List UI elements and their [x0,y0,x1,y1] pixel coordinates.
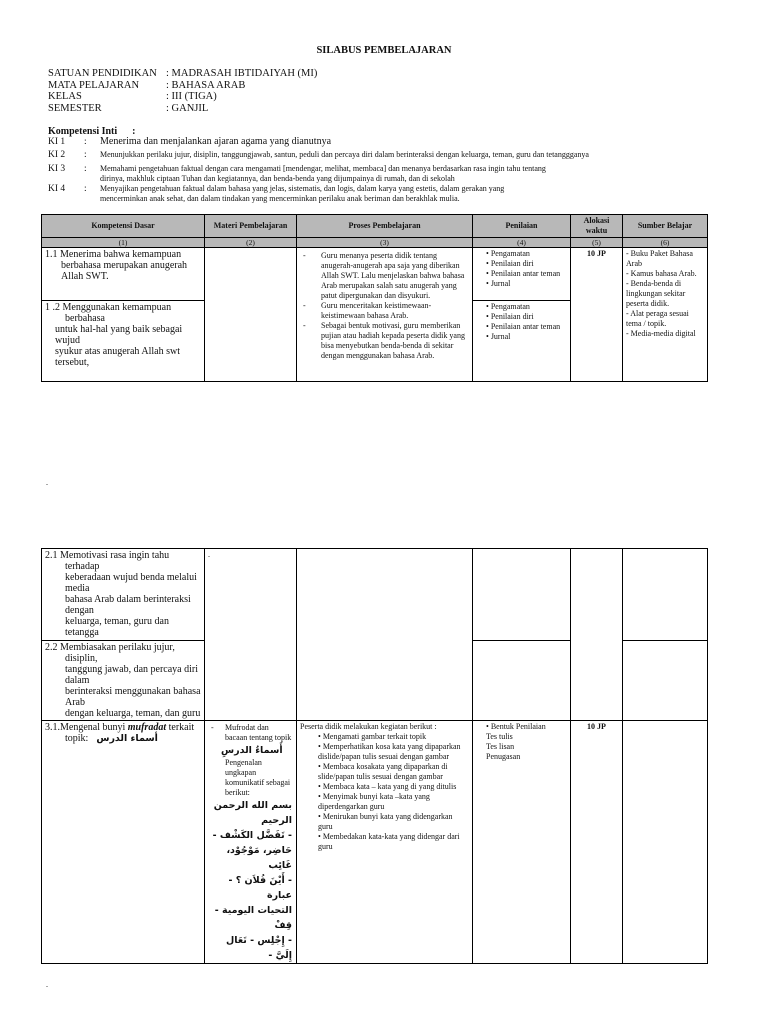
kd-line: untuk hal-hal yang baik sebagai [55,324,183,335]
proses-item: - Sebagai bentuk motivasi, guru memberikan pujian atau hadiah kepada peserta didik yang bisa menyebutkan benda-benda di sekitar dengan menggunakan bahasa Arab. [303,321,465,360]
kd-line: 1 .2 Menggunakan kemampuan [45,302,172,313]
ki-label: KI 2 [48,150,66,160]
ki-4 [48,184,688,206]
kd-line: media [65,583,90,594]
sumber-item: - Alat peraga sesuai tema / topik. [626,309,704,329]
ki-text: Memahami pengetahuan faktual dengan cara mengamati [mendengar, melihat, membaca] dan menanya berdasarkan rasa ingin tahu tentang [100,164,546,173]
ki-colon: : [84,184,87,194]
penilaian-item: • Penilaian diri [486,259,567,269]
sumber-item: - Kamus bahasa Arab. [626,269,704,279]
ki-label: KI 1 [48,137,66,147]
info-key: KELAS [48,91,82,102]
penilaian-item: Tes tulis [486,732,513,741]
proses-item: • Membedakan kata-kata yang didengar dari guru [318,832,469,852]
proses-item: • Menyimak bunyi kata –kata yang diperdengarkan guru [318,792,469,812]
kd-line: berbahasa merupakan anugerah [61,260,188,271]
arabic-line: - أَيْنَ فُلاَن ؟ - عبارة [228,875,292,901]
ki-colon: : [84,164,87,174]
document-title: SILABUS PEMBELAJARAN [316,45,452,56]
materi-item: - Mufrodat dan bacaan tentang topik [211,723,292,742]
kd-line: disiplin, [65,653,98,664]
penilaian-cell-a [473,248,571,301]
header-alokasi: Alokasi waktu [571,215,623,238]
ki-label: KI 4 [48,184,66,194]
ki-text: Menunjukkan perilaku jujur, disiplin, tanggungjawab, santun, peduli dan percaya diri dalam berinteraksi dengan keluarga, teman, guru dan tetanggganya [100,150,589,159]
sumber-item: - Benda-benda di lingkungan sekitar peserta didik. [626,279,704,309]
penilaian-cell-3-1 [473,721,571,964]
penilaian-cell-empty [473,641,571,721]
arabic-line: بسم الله الرحمن الرحيم [213,800,292,826]
proses-item: - Guru menceritakan keistimewaan-keistimewaan bahasa Arab. [303,301,432,320]
column-number: (2) [205,238,297,248]
kd-line: berinteraksi menggunakan bahasa [65,686,201,697]
ki-3 [48,164,688,186]
kd-line: berbahasa [65,313,105,324]
ki-colon: : [84,137,87,147]
info-key: SATUAN PENDIDIKAN [48,68,157,79]
header-penilaian: Penilaian [473,215,571,238]
info-row-semester [48,103,317,115]
kd-line: Allah SWT. [61,271,109,282]
proses-cell-empty [297,549,473,721]
column-number: (5) [571,238,623,248]
penilaian-item: • Jurnal [486,279,567,289]
arabic-line: التحيات اليومية - قِفْ [214,905,292,931]
kd-2-1-cell [42,549,205,641]
penilaian-item: • Pengamatan [486,249,567,259]
kd-1-2-cell [42,301,205,382]
info-row-kelas [48,91,317,103]
kd-line: 2.1 Memotivasi rasa ingin tahu [45,550,170,561]
column-number: (4) [473,238,571,248]
column-number: (1) [42,238,205,248]
stray-dot: . [46,980,48,989]
info-key: SEMESTER [48,102,102,114]
info-value: : MADRASAH IBTIDAIYAH (MI) [166,68,318,79]
ki-colon: : [84,150,87,160]
kd-2-2-cell [42,641,205,721]
kd-line: 2.2 Membiasakan perilaku jujur, [45,642,175,653]
proses-cell-1 [297,248,473,382]
materi-cell-3-1 [205,721,297,964]
kd-line: 3.1.Mengenal bunyi mufradat terkait [45,722,195,733]
info-row-mapel [48,80,317,92]
sumber-cell [623,248,708,382]
sumber-cell-empty [623,721,708,964]
header-materi: Materi Pembelajaran [205,215,297,238]
alokasi-cell-3-1: 10 JP [571,721,623,964]
materi-cell-empty [205,248,297,382]
info-value: : GANJIL [166,102,209,114]
sumber-cell-empty [623,549,708,641]
arabic-topic: أسماء الدرس [96,733,158,744]
kd-line: tanggung jawab, dan percaya diri [65,664,199,675]
kd-1-1-cell [42,248,205,301]
sumber-item: - Media-media digital [626,329,704,339]
ki-text: Menyajikan pengetahuan faktual dalam bahasa yang jelas, sistematis, dan logis, dalam karya yang estetis, dalam gerakan yang [100,184,505,193]
proses-item: • Membaca kata – kata yang di yang ditulis [318,782,469,792]
penilaian-item: • Bentuk Penilaian [486,722,567,732]
header-proses: Proses Pembelajaran [297,215,473,238]
ki-text: mencerminkan anak sehat, dan dalam tindakan yang mencerminkan perilaku anak beriman dan berakhlak mulia. [100,194,460,203]
penilaian-item: Tes lisan [486,742,515,751]
ki-label: KI 3 [48,164,66,174]
kd-line: dengan keluarga, teman, dan guru [65,708,201,719]
arabic-line: - إِجْلِس - تَعَال إِلَيَّ - [226,935,292,961]
ki-heading: Kompetensi Inti : [48,126,136,137]
ki-text: dirinya, makhluk ciptaan Tuhan dan kegiatannya, dan benda-benda yang dijumpainya di rumah, dan di sekolah [100,174,455,183]
kd-line: syukur atas anugerah Allah swt [55,346,180,357]
info-value: : III (TIGA) [166,91,217,102]
kd-line: wujud [55,335,80,346]
penilaian-item: • Penilaian diri [486,312,567,322]
kd-line: tetangga [65,627,99,638]
penilaian-item: Penugasan [486,752,521,761]
ki-text: Menerima dan menjalankan ajaran agama yang dianutnya [100,136,332,147]
proses-item: - Guru menanya peserta didik tentang anugerah-anugerah apa saja yang diberikan Allah SWT. Lalu menjelaskan bahwa bahasa Arab merupakan salah satu anugerah yang patut dipergunakan dan disyukuri. [303,251,465,300]
proses-cell-3-1 [297,721,473,964]
identity-block [48,68,317,114]
penilaian-item: • Pengamatan [486,302,567,312]
kd-line: terhadap [65,561,100,572]
alokasi-cell-1: 10 JP [571,248,623,382]
kd-line: keberadaan wujud benda melalui [65,572,197,583]
kd-line: 1.1 Menerima bahwa kemampuan [45,249,182,260]
sumber-item: - Buku Paket Bahasa Arab [626,249,704,269]
kd-line: topik: أسماء الدرس [65,733,158,744]
info-key: MATA PELAJARAN [48,79,140,91]
penilaian-cell-empty [473,549,571,641]
kd-line: dengan [65,605,94,616]
proses-item: • Mengamati gambar terkait topik [318,732,469,742]
kd-line: bahasa Arab dalam berinteraksi [65,594,191,605]
penilaian-item: • Penilaian antar teman [486,322,567,332]
column-number: (3) [297,238,473,248]
proses-intro: Peserta didik melakukan kegiatan berikut : [300,722,437,731]
arabic-line: - تَفَضَّل الكَشْف - [212,830,292,841]
alokasi-cell-empty [571,549,623,721]
column-number: (6) [623,238,708,248]
ki-1 [48,137,688,149]
header-sumber: Sumber Belajar [623,215,708,238]
header-kompetensi-dasar: Kompetensi Dasar [42,215,205,238]
kd-line: tersebut, [55,357,90,368]
materi-cell-empty [205,549,297,721]
materi-line: Pengenalan ungkapan komunikatif sebagai berikut: [225,758,291,797]
arabic-line: أَسماءُ الدرسِ [221,745,283,756]
syllabus-table-2 [41,548,708,964]
proses-item: • Memperhatikan kosa kata yang dipaparkan dislide/papan tulis sesuai dengan gambar [318,742,469,762]
stray-dot: . [208,550,210,559]
kd-line: keluarga, teman, guru dan [65,616,169,627]
penilaian-item: • Jurnal [486,332,567,342]
info-value: : BAHASA ARAB [166,79,246,91]
kd-line: dalam [65,675,90,686]
penilaian-item: • Penilaian antar teman [486,269,567,279]
proses-item: • Membaca kosakata yang dipaparkan di slide/papan tulis sesuai dengan gambar [318,762,469,782]
arabic-line: حَاضِر، مَوْجُوْد، غَائِب [226,845,292,871]
info-row-satuan [48,68,317,80]
kd-line: Arab [65,697,85,708]
sumber-cell-empty [623,641,708,721]
ki-2 [48,150,688,162]
syllabus-table-1 [41,214,708,382]
proses-item: • Menirukan bunyi kata yang didengarkan guru [318,812,469,832]
stray-dot: . [46,478,48,487]
kd-3-1-cell [42,721,205,964]
penilaian-cell-b [473,301,571,382]
